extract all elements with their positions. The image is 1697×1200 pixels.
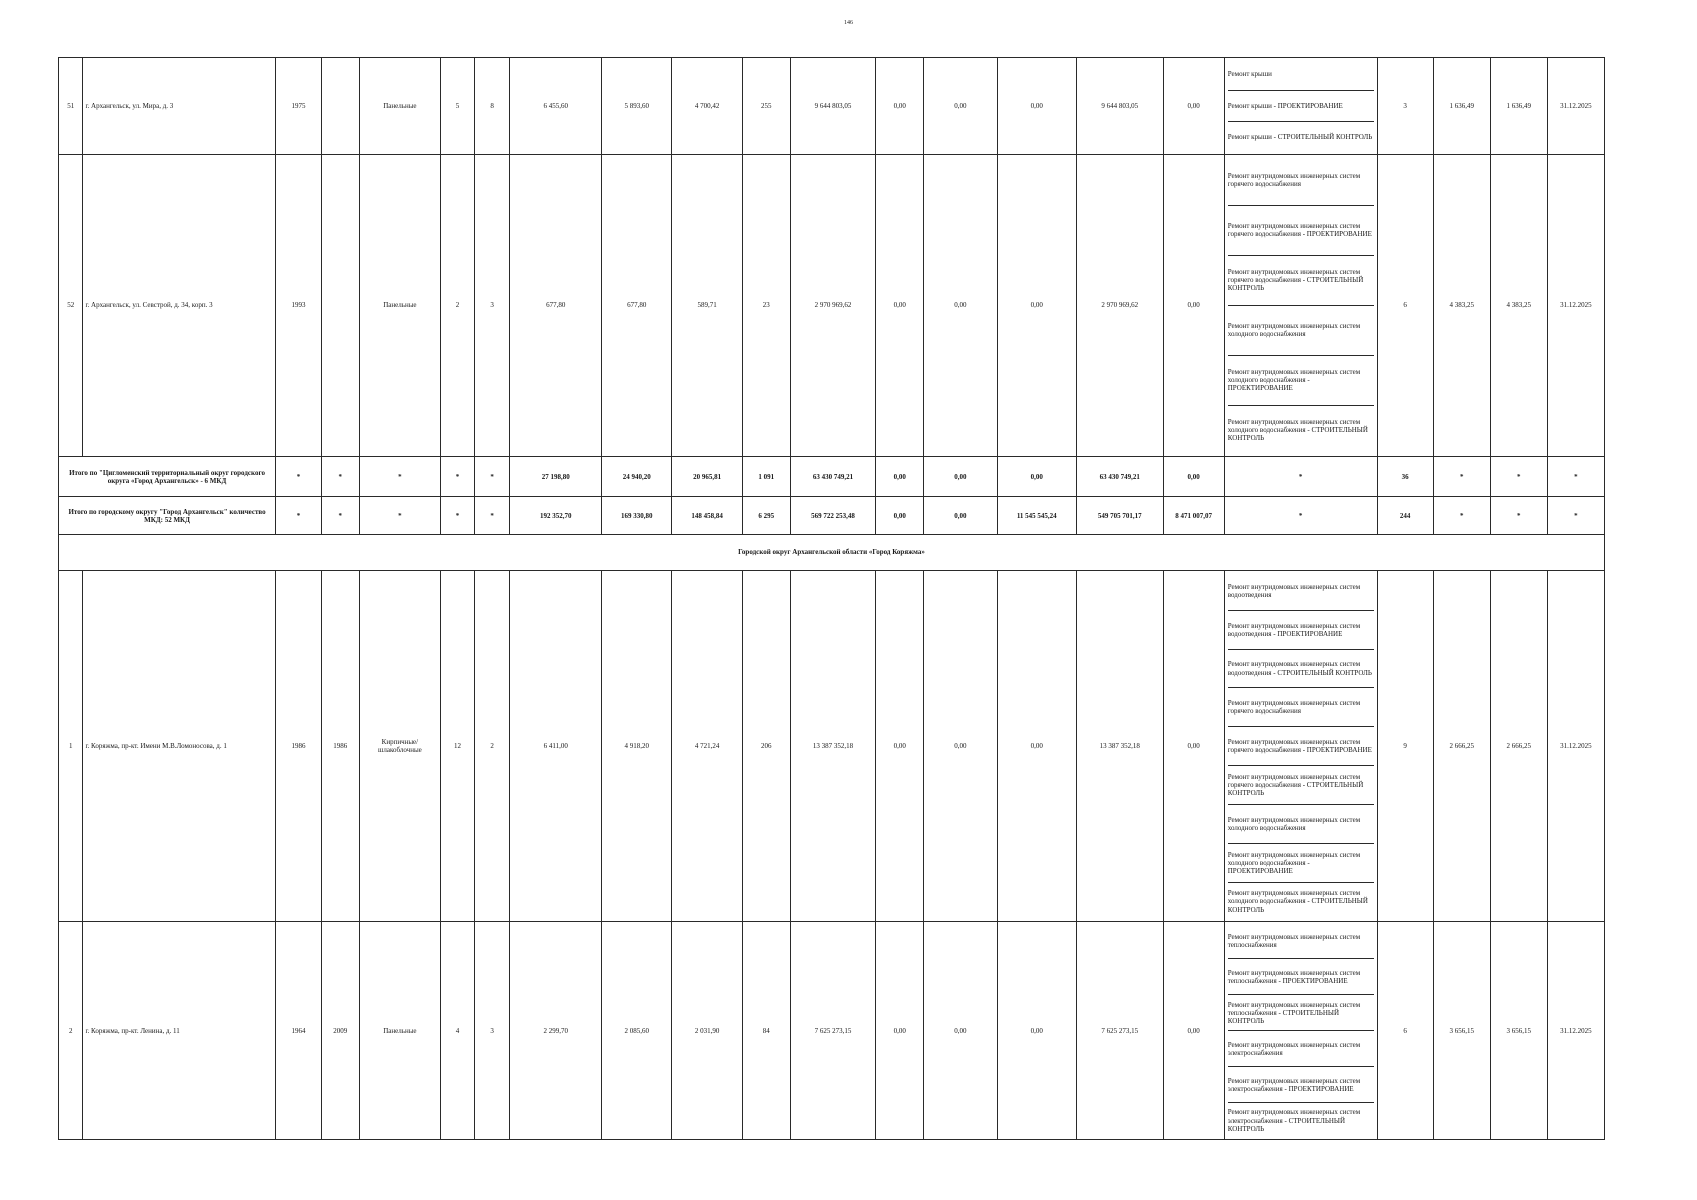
cost-total-cell: 2 970 969,62 bbox=[790, 154, 876, 456]
year-overhaul-cell: 2009 bbox=[321, 922, 359, 1140]
work-item: Ремонт внутридомовых инженерных систем теплоснабжения - ПРОЕКТИРОВАНИЕ bbox=[1228, 959, 1374, 995]
total-label: Итого по городскому округу "Город Архангельск" количество МКД: 52 МКД bbox=[59, 497, 276, 534]
area-residential-cell: 2 031,90 bbox=[672, 922, 742, 1140]
work-count-cell: 6 bbox=[1377, 154, 1433, 456]
total-star: * bbox=[1547, 456, 1604, 497]
works-cell bbox=[1224, 154, 1377, 456]
unit-cost-cell: 2 666,25 bbox=[1433, 570, 1490, 922]
residents-cell: 255 bbox=[742, 58, 790, 155]
work-item: Ремонт внутридомовых инженерных систем холодного водоснабжения - ПРОЕКТИРОВАНИЕ bbox=[1228, 356, 1374, 406]
works-cell bbox=[1224, 922, 1377, 1140]
work-item: Ремонт внутридомовых инженерных систем горячего водоснабжения - ПРОЕКТИРОВАНИЕ bbox=[1228, 727, 1374, 766]
address-cell: г. Архангельск, ул. Мира, д. 3 bbox=[83, 58, 276, 155]
max-unit-cost-cell: 2 666,25 bbox=[1490, 570, 1547, 922]
total-star: * bbox=[276, 497, 322, 534]
house-row bbox=[59, 58, 1605, 155]
total-fund-local: 0,00 bbox=[997, 456, 1076, 497]
fund-local-cell: 0,00 bbox=[997, 570, 1076, 922]
total-work-count: 36 bbox=[1377, 456, 1433, 497]
work-item: Ремонт внутридомовых инженерных систем водоотведения - СТРОИТЕЛЬНЫЙ КОНТРОЛЬ bbox=[1228, 650, 1374, 689]
total-fund-other: 0,00 bbox=[1163, 456, 1224, 497]
deadline-cell: 31.12.2025 bbox=[1547, 922, 1604, 1140]
fund-other-cell: 0,00 bbox=[1163, 570, 1224, 922]
unit-cost-cell: 3 656,15 bbox=[1433, 922, 1490, 1140]
cost-total-cell: 13 387 352,18 bbox=[790, 570, 876, 922]
work-item: Ремонт внутридомовых инженерных систем горячего водоснабжения - ПРОЕКТИРОВАНИЕ bbox=[1228, 206, 1374, 256]
fund-federal-cell: 0,00 bbox=[876, 922, 924, 1140]
max-unit-cost-cell: 1 636,49 bbox=[1490, 58, 1547, 155]
row-number: 1 bbox=[59, 570, 83, 922]
house-row bbox=[59, 570, 1605, 922]
work-item: Ремонт внутридомовых инженерных систем горячего водоснабжения - СТРОИТЕЛЬНЫЙ КОНТРОЛЬ bbox=[1228, 766, 1374, 805]
deadline-cell: 31.12.2025 bbox=[1547, 570, 1604, 922]
fund-owners-cell: 9 644 803,05 bbox=[1077, 58, 1164, 155]
area-residential-cell: 4 700,42 bbox=[672, 58, 742, 155]
total-fund-regional: 0,00 bbox=[924, 497, 997, 534]
fund-owners-cell: 2 970 969,62 bbox=[1077, 154, 1164, 456]
total-label: Итого по "Цигломенский территориальный округ городского округа «Город Архангельск» - 6 МКД bbox=[59, 456, 276, 497]
fund-federal-cell: 0,00 bbox=[876, 154, 924, 456]
total-star: * bbox=[1224, 497, 1377, 534]
residents-cell: 206 bbox=[742, 570, 790, 922]
total-cost-total: 63 430 749,21 bbox=[790, 456, 876, 497]
row-number: 2 bbox=[59, 922, 83, 1140]
total-star: * bbox=[1433, 497, 1490, 534]
row-number: 52 bbox=[59, 154, 83, 456]
work-item: Ремонт внутридомовых инженерных систем холодного водоснабжения bbox=[1228, 306, 1374, 356]
address-cell: г. Архангельск, ул. Севстрой, д. 34, корп. 3 bbox=[83, 154, 276, 456]
work-item: Ремонт крыши - СТРОИТЕЛЬНЫЙ КОНТРОЛЬ bbox=[1227, 133, 1373, 142]
floors-cell: 12 bbox=[441, 570, 475, 922]
total-area-residential: 20 965,81 bbox=[672, 456, 742, 497]
fund-federal-cell: 0,00 bbox=[876, 58, 924, 155]
work-item: Ремонт внутридомовых инженерных систем горячего водоснабжения bbox=[1228, 156, 1374, 206]
work-item: Ремонт внутридомовых инженерных систем горячего водоснабжения bbox=[1228, 688, 1374, 727]
cost-total-cell: 9 644 803,05 bbox=[790, 58, 876, 155]
total-star: * bbox=[321, 456, 359, 497]
total-star: * bbox=[359, 497, 441, 534]
total-work-count: 244 bbox=[1377, 497, 1433, 534]
unit-cost-cell: 1 636,49 bbox=[1433, 58, 1490, 155]
residents-cell: 23 bbox=[742, 154, 790, 456]
section-row bbox=[59, 534, 1605, 570]
house-row bbox=[59, 154, 1605, 456]
work-item: Ремонт внутридомовых инженерных систем водоотведения bbox=[1228, 572, 1374, 611]
work-item: Ремонт внутридомовых инженерных систем теплоснабжения bbox=[1228, 923, 1374, 959]
work-item: Ремонт внутридомовых инженерных систем электроснабжения - ПРОЕКТИРОВАНИЕ bbox=[1228, 1067, 1374, 1103]
floors-cell: 5 bbox=[441, 58, 475, 155]
total-area-cell: 2 299,70 bbox=[510, 922, 602, 1140]
floors-cell: 4 bbox=[441, 922, 475, 1140]
total-fund-federal: 0,00 bbox=[876, 456, 924, 497]
total-star: * bbox=[441, 456, 475, 497]
fund-regional-cell: 0,00 bbox=[924, 58, 997, 155]
total-star: * bbox=[474, 497, 510, 534]
wall-material-cell: Панельные bbox=[359, 154, 441, 456]
total-star: * bbox=[321, 497, 359, 534]
total-fund-regional: 0,00 bbox=[924, 456, 997, 497]
fund-regional-cell: 0,00 bbox=[924, 154, 997, 456]
area-premises-cell: 2 085,60 bbox=[602, 922, 672, 1140]
year-built-cell: 1964 bbox=[276, 922, 322, 1140]
area-premises-cell: 4 918,20 bbox=[602, 570, 672, 922]
fund-owners-cell: 7 625 273,15 bbox=[1077, 922, 1164, 1140]
entrances-cell: 2 bbox=[474, 570, 510, 922]
fund-other-cell: 0,00 bbox=[1163, 58, 1224, 155]
total-fund-local: 11 545 545,24 bbox=[997, 497, 1076, 534]
total-total-area: 27 198,80 bbox=[510, 456, 602, 497]
deadline-cell: 31.12.2025 bbox=[1547, 58, 1604, 155]
year-built-cell: 1993 bbox=[276, 154, 322, 456]
work-count-cell: 6 bbox=[1377, 922, 1433, 1140]
year-overhaul-cell bbox=[321, 154, 359, 456]
residents-cell: 84 bbox=[742, 922, 790, 1140]
area-residential-cell: 589,71 bbox=[672, 154, 742, 456]
total-area-premises: 169 330,80 bbox=[602, 497, 672, 534]
work-item: Ремонт крыши bbox=[1228, 59, 1374, 91]
total-residents: 6 295 bbox=[742, 497, 790, 534]
address-cell: г. Коряжма, пр-кт. Ленина, д. 11 bbox=[83, 922, 276, 1140]
work-item: Ремонт внутридомовых инженерных систем водоотведения - ПРОЕКТИРОВАНИЕ bbox=[1228, 611, 1374, 650]
fund-regional-cell: 0,00 bbox=[924, 570, 997, 922]
house-row bbox=[59, 922, 1605, 1140]
works-cell bbox=[1224, 58, 1377, 155]
wall-material-cell: Кирпичные/ шлакоблочные bbox=[359, 570, 441, 922]
total-fund-owners: 549 705 701,17 bbox=[1077, 497, 1164, 534]
work-item: Ремонт внутридомовых инженерных систем электроснабжения bbox=[1228, 1031, 1374, 1067]
overhaul-register-table bbox=[58, 57, 1605, 1140]
entrances-cell: 8 bbox=[474, 58, 510, 155]
area-premises-cell: 677,80 bbox=[602, 154, 672, 456]
area-residential-cell: 4 721,24 bbox=[672, 570, 742, 922]
total-star: * bbox=[1433, 456, 1490, 497]
work-item: Ремонт крыши - ПРОЕКТИРОВАНИЕ bbox=[1228, 91, 1374, 123]
total-star: * bbox=[1490, 456, 1547, 497]
fund-local-cell: 0,00 bbox=[997, 922, 1076, 1140]
total-total-area: 192 352,70 bbox=[510, 497, 602, 534]
year-overhaul-cell bbox=[321, 58, 359, 155]
fund-other-cell: 0,00 bbox=[1163, 922, 1224, 1140]
entrances-cell: 3 bbox=[474, 922, 510, 1140]
year-overhaul-cell: 1986 bbox=[321, 570, 359, 922]
total-area-residential: 148 458,84 bbox=[672, 497, 742, 534]
total-star: * bbox=[1547, 497, 1604, 534]
address-cell: г. Коряжма, пр-кт. Имени М.В.Ломоносова, д. 1 bbox=[83, 570, 276, 922]
work-item: Ремонт внутридомовых инженерных систем холодного водоснабжения - ПРОЕКТИРОВАНИЕ bbox=[1228, 844, 1374, 883]
total-cost-total: 569 722 253,48 bbox=[790, 497, 876, 534]
fund-owners-cell: 13 387 352,18 bbox=[1077, 570, 1164, 922]
total-star: * bbox=[441, 497, 475, 534]
work-item: Ремонт внутридомовых инженерных систем холодного водоснабжения - СТРОИТЕЛЬНЫЙ КОНТРОЛЬ bbox=[1227, 889, 1368, 914]
work-item: Ремонт внутридомовых инженерных систем электроснабжения - СТРОИТЕЛЬНЫЙ КОНТРОЛЬ bbox=[1227, 1108, 1361, 1133]
wall-material-cell: Панельные bbox=[359, 922, 441, 1140]
fund-regional-cell: 0,00 bbox=[924, 922, 997, 1140]
total-star: * bbox=[276, 456, 322, 497]
work-item: Ремонт внутридомовых инженерных систем горячего водоснабжения - СТРОИТЕЛЬНЫЙ КОНТРОЛЬ bbox=[1228, 256, 1374, 306]
total-fund-federal: 0,00 bbox=[876, 497, 924, 534]
works-cell bbox=[1224, 570, 1377, 922]
total-star: * bbox=[1224, 456, 1377, 497]
floors-cell: 2 bbox=[441, 154, 475, 456]
total-star: * bbox=[359, 456, 441, 497]
total-district-row bbox=[59, 456, 1605, 497]
unit-cost-cell: 4 383,25 bbox=[1433, 154, 1490, 456]
work-item: Ремонт внутридомовых инженерных систем теплоснабжения - СТРОИТЕЛЬНЫЙ КОНТРОЛЬ bbox=[1228, 995, 1374, 1031]
fund-local-cell: 0,00 bbox=[997, 154, 1076, 456]
entrances-cell: 3 bbox=[474, 154, 510, 456]
wall-material-cell: Панельные bbox=[359, 58, 441, 155]
total-area-premises: 24 940,20 bbox=[602, 456, 672, 497]
year-built-cell: 1986 bbox=[276, 570, 322, 922]
deadline-cell: 31.12.2025 bbox=[1547, 154, 1604, 456]
fund-federal-cell: 0,00 bbox=[876, 570, 924, 922]
row-number: 51 bbox=[59, 58, 83, 155]
work-item: Ремонт внутридомовых инженерных систем холодного водоснабжения - СТРОИТЕЛЬНЫЙ КОНТРОЛЬ bbox=[1227, 418, 1368, 443]
work-count-cell: 3 bbox=[1377, 58, 1433, 155]
page-number: 146 bbox=[844, 20, 853, 26]
total-fund-other: 8 471 007,07 bbox=[1163, 497, 1224, 534]
work-count-cell: 9 bbox=[1377, 570, 1433, 922]
total-city-row bbox=[59, 497, 1605, 534]
year-built-cell: 1975 bbox=[276, 58, 322, 155]
total-residents: 1 091 bbox=[742, 456, 790, 497]
cost-total-cell: 7 625 273,15 bbox=[790, 922, 876, 1140]
fund-local-cell: 0,00 bbox=[997, 58, 1076, 155]
total-area-cell: 6 455,60 bbox=[510, 58, 602, 155]
work-item: Ремонт внутридомовых инженерных систем холодного водоснабжения bbox=[1228, 805, 1374, 844]
total-fund-owners: 63 430 749,21 bbox=[1077, 456, 1164, 497]
total-area-cell: 677,80 bbox=[510, 154, 602, 456]
section-title: Городской округ Архангельской области «Город Коряжма» bbox=[59, 534, 1605, 570]
total-star: * bbox=[1490, 497, 1547, 534]
area-premises-cell: 5 893,60 bbox=[602, 58, 672, 155]
max-unit-cost-cell: 3 656,15 bbox=[1490, 922, 1547, 1140]
fund-other-cell: 0,00 bbox=[1163, 154, 1224, 456]
total-area-cell: 6 411,00 bbox=[510, 570, 602, 922]
max-unit-cost-cell: 4 383,25 bbox=[1490, 154, 1547, 456]
total-star: * bbox=[474, 456, 510, 497]
